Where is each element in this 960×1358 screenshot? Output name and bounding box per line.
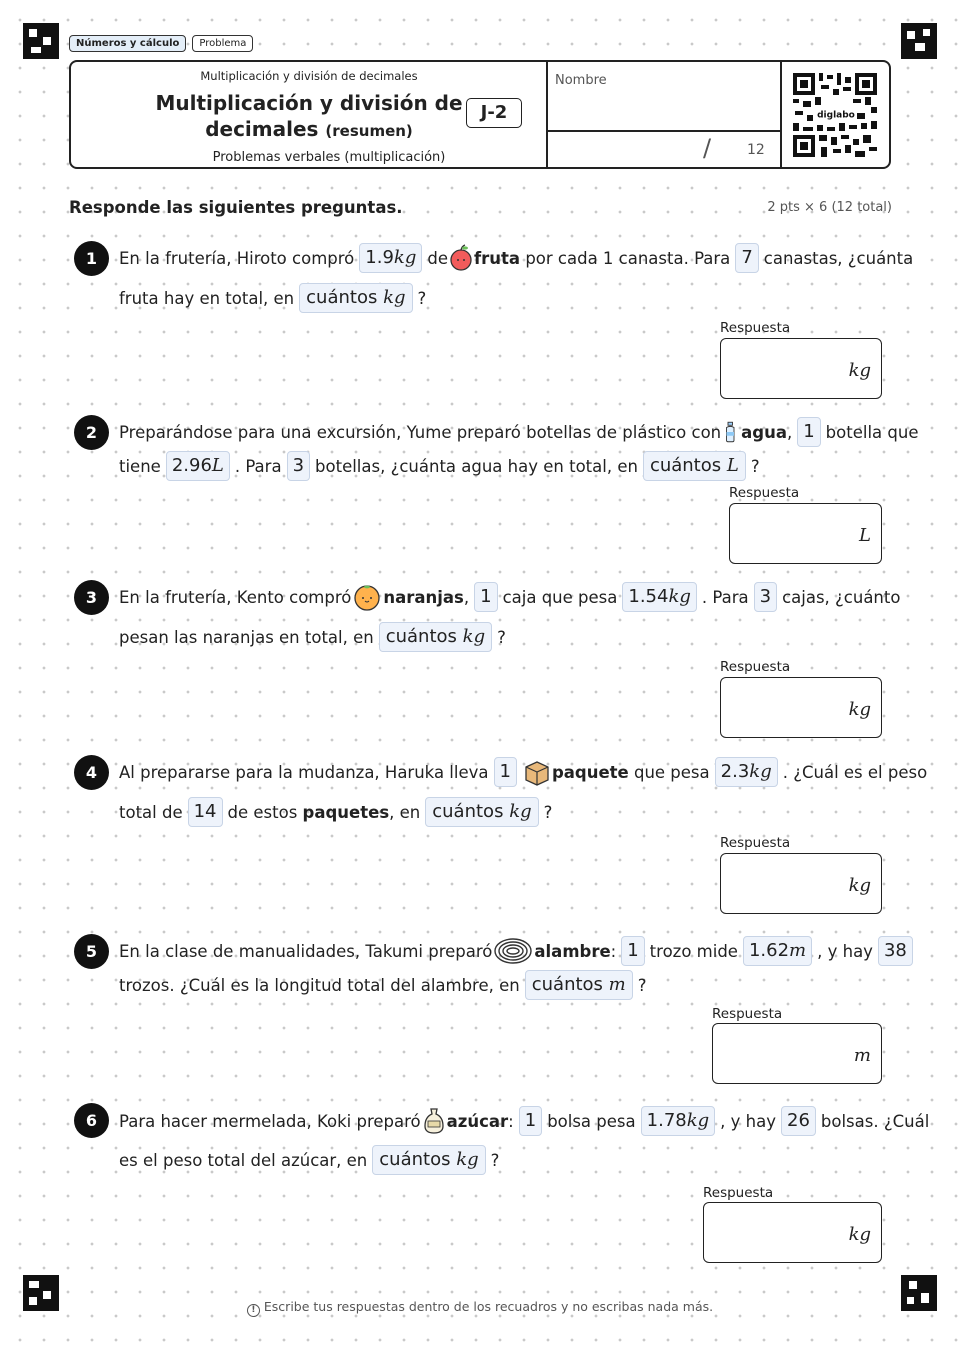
unit: kg <box>509 801 532 822</box>
text: cuántos <box>306 287 378 308</box>
unit-box <box>299 283 412 313</box>
text: En la frutería, Kento compró <box>119 587 352 607</box>
text: . ¿Cuál es el peso <box>782 762 928 782</box>
text: que pesa <box>633 762 710 782</box>
value-box <box>641 1106 716 1136</box>
value-box: 7 <box>735 243 758 273</box>
text: bolsa pesa <box>547 1111 636 1131</box>
text: ? <box>497 627 506 647</box>
answer-unit: kg <box>848 699 871 720</box>
tag-problem: Problema <box>192 35 253 52</box>
text: . Para <box>234 456 282 476</box>
text: cuántos <box>432 801 504 822</box>
answer-unit: kg <box>848 875 871 896</box>
question-1-line-2 <box>119 281 426 315</box>
text: naranjas <box>383 587 464 607</box>
answer-unit: m <box>853 1045 871 1066</box>
text: tiene <box>119 456 161 476</box>
text: : <box>610 941 617 961</box>
name-label: Nombre <box>555 73 607 88</box>
svg-text:diglabo: diglabo <box>817 110 855 121</box>
question-number-6: 6 <box>74 1103 109 1138</box>
answer-box-6[interactable] <box>703 1202 882 1263</box>
worksheet-header <box>69 60 891 169</box>
text: cuántos <box>649 455 722 476</box>
instructions: Responde las siguientes preguntas. <box>69 198 403 217</box>
unit: kg <box>393 247 417 268</box>
text: , y hay <box>720 1111 776 1131</box>
text: En la clase de manualidades, Takumi preparó <box>119 941 493 961</box>
question-6-line-2 <box>119 1143 499 1177</box>
question-number-3: 3 <box>74 580 109 615</box>
water-bottle-icon <box>722 418 740 446</box>
title-line-1: Multiplicación y división de <box>155 91 463 115</box>
question-number-2: 2 <box>74 415 109 450</box>
title-suffix: (resumen) <box>325 122 413 140</box>
question-2-line-2 <box>119 449 760 483</box>
unit-box <box>643 451 746 481</box>
text: cuántos <box>379 1149 451 1170</box>
value: 1.78 <box>646 1110 687 1131</box>
text: trozos. ¿Cuál es la longitud total del alambre, en <box>119 975 520 995</box>
info-icon: ! <box>247 1304 260 1317</box>
text: agua <box>741 422 787 442</box>
value-box <box>622 582 697 612</box>
answer-unit: kg <box>848 1224 871 1245</box>
footer-note <box>0 1299 960 1317</box>
question-1-line-1 <box>119 241 913 275</box>
value-box: 3 <box>287 451 310 481</box>
text: de <box>427 248 448 268</box>
text: botella que <box>825 422 919 442</box>
unit-box <box>525 970 633 1000</box>
text: bolsas. ¿Cuál <box>820 1111 930 1131</box>
unit: kg <box>668 586 691 607</box>
answer-box-3[interactable] <box>720 677 882 738</box>
apple-icon <box>449 244 473 272</box>
text: botellas, ¿cuánta agua hay en total, en <box>315 456 638 476</box>
question-2-line-1 <box>119 415 918 449</box>
text: : <box>508 1111 514 1131</box>
text: ? <box>750 456 760 476</box>
divider <box>546 62 548 167</box>
corner-marker-top-left <box>23 23 59 59</box>
value: 2.96 <box>171 455 212 476</box>
text: ? <box>417 288 427 308</box>
text: , en <box>389 802 421 822</box>
value-box: 26 <box>781 1106 816 1136</box>
text: ? <box>637 975 647 995</box>
text: Preparándose para una excursión, Yume preparó botellas de plástico con <box>119 422 722 442</box>
question-number-5: 5 <box>74 934 109 969</box>
text: , y hay <box>817 941 873 961</box>
value: 1.62 <box>748 940 790 961</box>
answer-label-4: Respuesta <box>720 835 791 851</box>
question-number-4: 4 <box>74 755 109 790</box>
text: ? <box>490 1150 500 1170</box>
sugar-bag-icon <box>422 1107 446 1135</box>
footer-text: Escribe tus respuestas dentro de los recuadros y no escribas nada más. <box>263 1299 714 1314</box>
value-box <box>166 451 230 481</box>
answer-box-1[interactable] <box>720 338 882 399</box>
text: canastas, ¿cuánta <box>763 248 914 268</box>
text: ? <box>543 802 553 822</box>
page-title <box>111 90 507 144</box>
text: . Para <box>701 587 749 607</box>
value: 1.54 <box>628 586 669 607</box>
text: paquetes <box>302 802 390 822</box>
value: 2.3 <box>720 761 750 782</box>
unit: L <box>211 455 224 476</box>
value-box <box>359 243 422 273</box>
value-box: 1 <box>621 936 644 966</box>
text: total de <box>119 802 183 822</box>
answer-label-6: Respuesta <box>703 1185 774 1201</box>
question-3-line-1 <box>119 580 900 614</box>
value-box <box>743 936 812 966</box>
text: pesan las naranjas en total, en <box>119 627 374 647</box>
question-6-line-1 <box>119 1104 929 1138</box>
value-box: 1 <box>797 417 820 447</box>
value-box: 1 <box>474 582 497 612</box>
text: por cada 1 canasta. Para <box>525 248 731 268</box>
unit-box <box>379 622 492 652</box>
corner-marker-top-right <box>901 23 937 59</box>
divider <box>546 130 781 132</box>
tag-numbers: Números y cálculo <box>69 35 186 52</box>
value-box: 14 <box>188 797 223 827</box>
unit: m <box>608 974 626 995</box>
header-subtitle: Multiplicación y división de decimales <box>200 69 418 83</box>
value-box <box>715 757 778 787</box>
value-box: 1 <box>519 1106 542 1136</box>
answer-label-2: Respuesta <box>729 485 800 501</box>
unit: L <box>726 455 739 476</box>
answer-box-5[interactable] <box>712 1023 882 1084</box>
header-topic: Problemas verbales (multiplicación) <box>212 150 446 165</box>
text: es el peso total del azúcar, en <box>119 1150 368 1170</box>
answer-label-5: Respuesta <box>712 1006 783 1022</box>
score-slash: / <box>703 134 712 162</box>
unit-box <box>372 1145 485 1175</box>
qr-code-icon <box>793 73 877 157</box>
text: cuántos <box>385 626 457 647</box>
text: de estos <box>227 802 298 822</box>
question-number-1: 1 <box>74 241 109 276</box>
wire-coil-icon <box>493 937 533 965</box>
text: azúcar <box>446 1111 509 1131</box>
value-box: 3 <box>754 582 777 612</box>
divider <box>780 62 782 167</box>
question-5-line-2 <box>119 968 647 1002</box>
text: paquete <box>551 762 629 782</box>
unit: kg <box>686 1110 710 1131</box>
text: cajas, ¿cuánto <box>782 587 901 607</box>
answer-label-3: Respuesta <box>720 659 791 675</box>
answer-unit: L <box>859 525 871 546</box>
text: , <box>463 587 470 607</box>
title-line-2: decimales <box>205 117 319 141</box>
text: fruta <box>473 248 521 268</box>
question-5-line-1 <box>119 934 918 968</box>
answer-label-1: Respuesta <box>720 320 791 336</box>
answer-box-4[interactable] <box>720 853 882 914</box>
value: 1.9 <box>365 247 394 268</box>
text: cuántos <box>531 974 603 995</box>
answer-unit: kg <box>848 360 871 381</box>
text: , <box>786 422 793 442</box>
text: Al prepararse para la mudanza, Haruka lleva <box>119 762 489 782</box>
points-info: 2 pts × 6 (12 total) <box>767 200 892 215</box>
unit: m <box>789 940 807 961</box>
text: En la frutería, Hiroto compró <box>119 248 355 268</box>
score-total: 12 <box>747 142 765 158</box>
package-icon <box>523 758 551 786</box>
unit: kg <box>749 761 772 782</box>
value-box: 1 <box>494 757 517 787</box>
answer-box-2[interactable] <box>729 503 882 564</box>
unit: kg <box>456 1149 479 1170</box>
unit: kg <box>383 287 406 308</box>
value-box: 38 <box>878 936 913 966</box>
question-3-line-2 <box>119 620 506 654</box>
text: Para hacer mermelada, Koki preparó <box>119 1111 421 1131</box>
text: alambre <box>534 941 611 961</box>
text: caja que pesa <box>502 587 618 607</box>
text: fruta hay en total, en <box>119 288 295 308</box>
text: trozo mide <box>649 941 738 961</box>
unit: kg <box>462 626 486 647</box>
category-tags <box>69 35 253 52</box>
question-4-line-1 <box>119 755 927 789</box>
orange-icon <box>352 583 382 611</box>
unit-box <box>425 797 538 827</box>
worksheet-code: J-2 <box>466 98 522 128</box>
question-4-line-2 <box>119 795 552 829</box>
